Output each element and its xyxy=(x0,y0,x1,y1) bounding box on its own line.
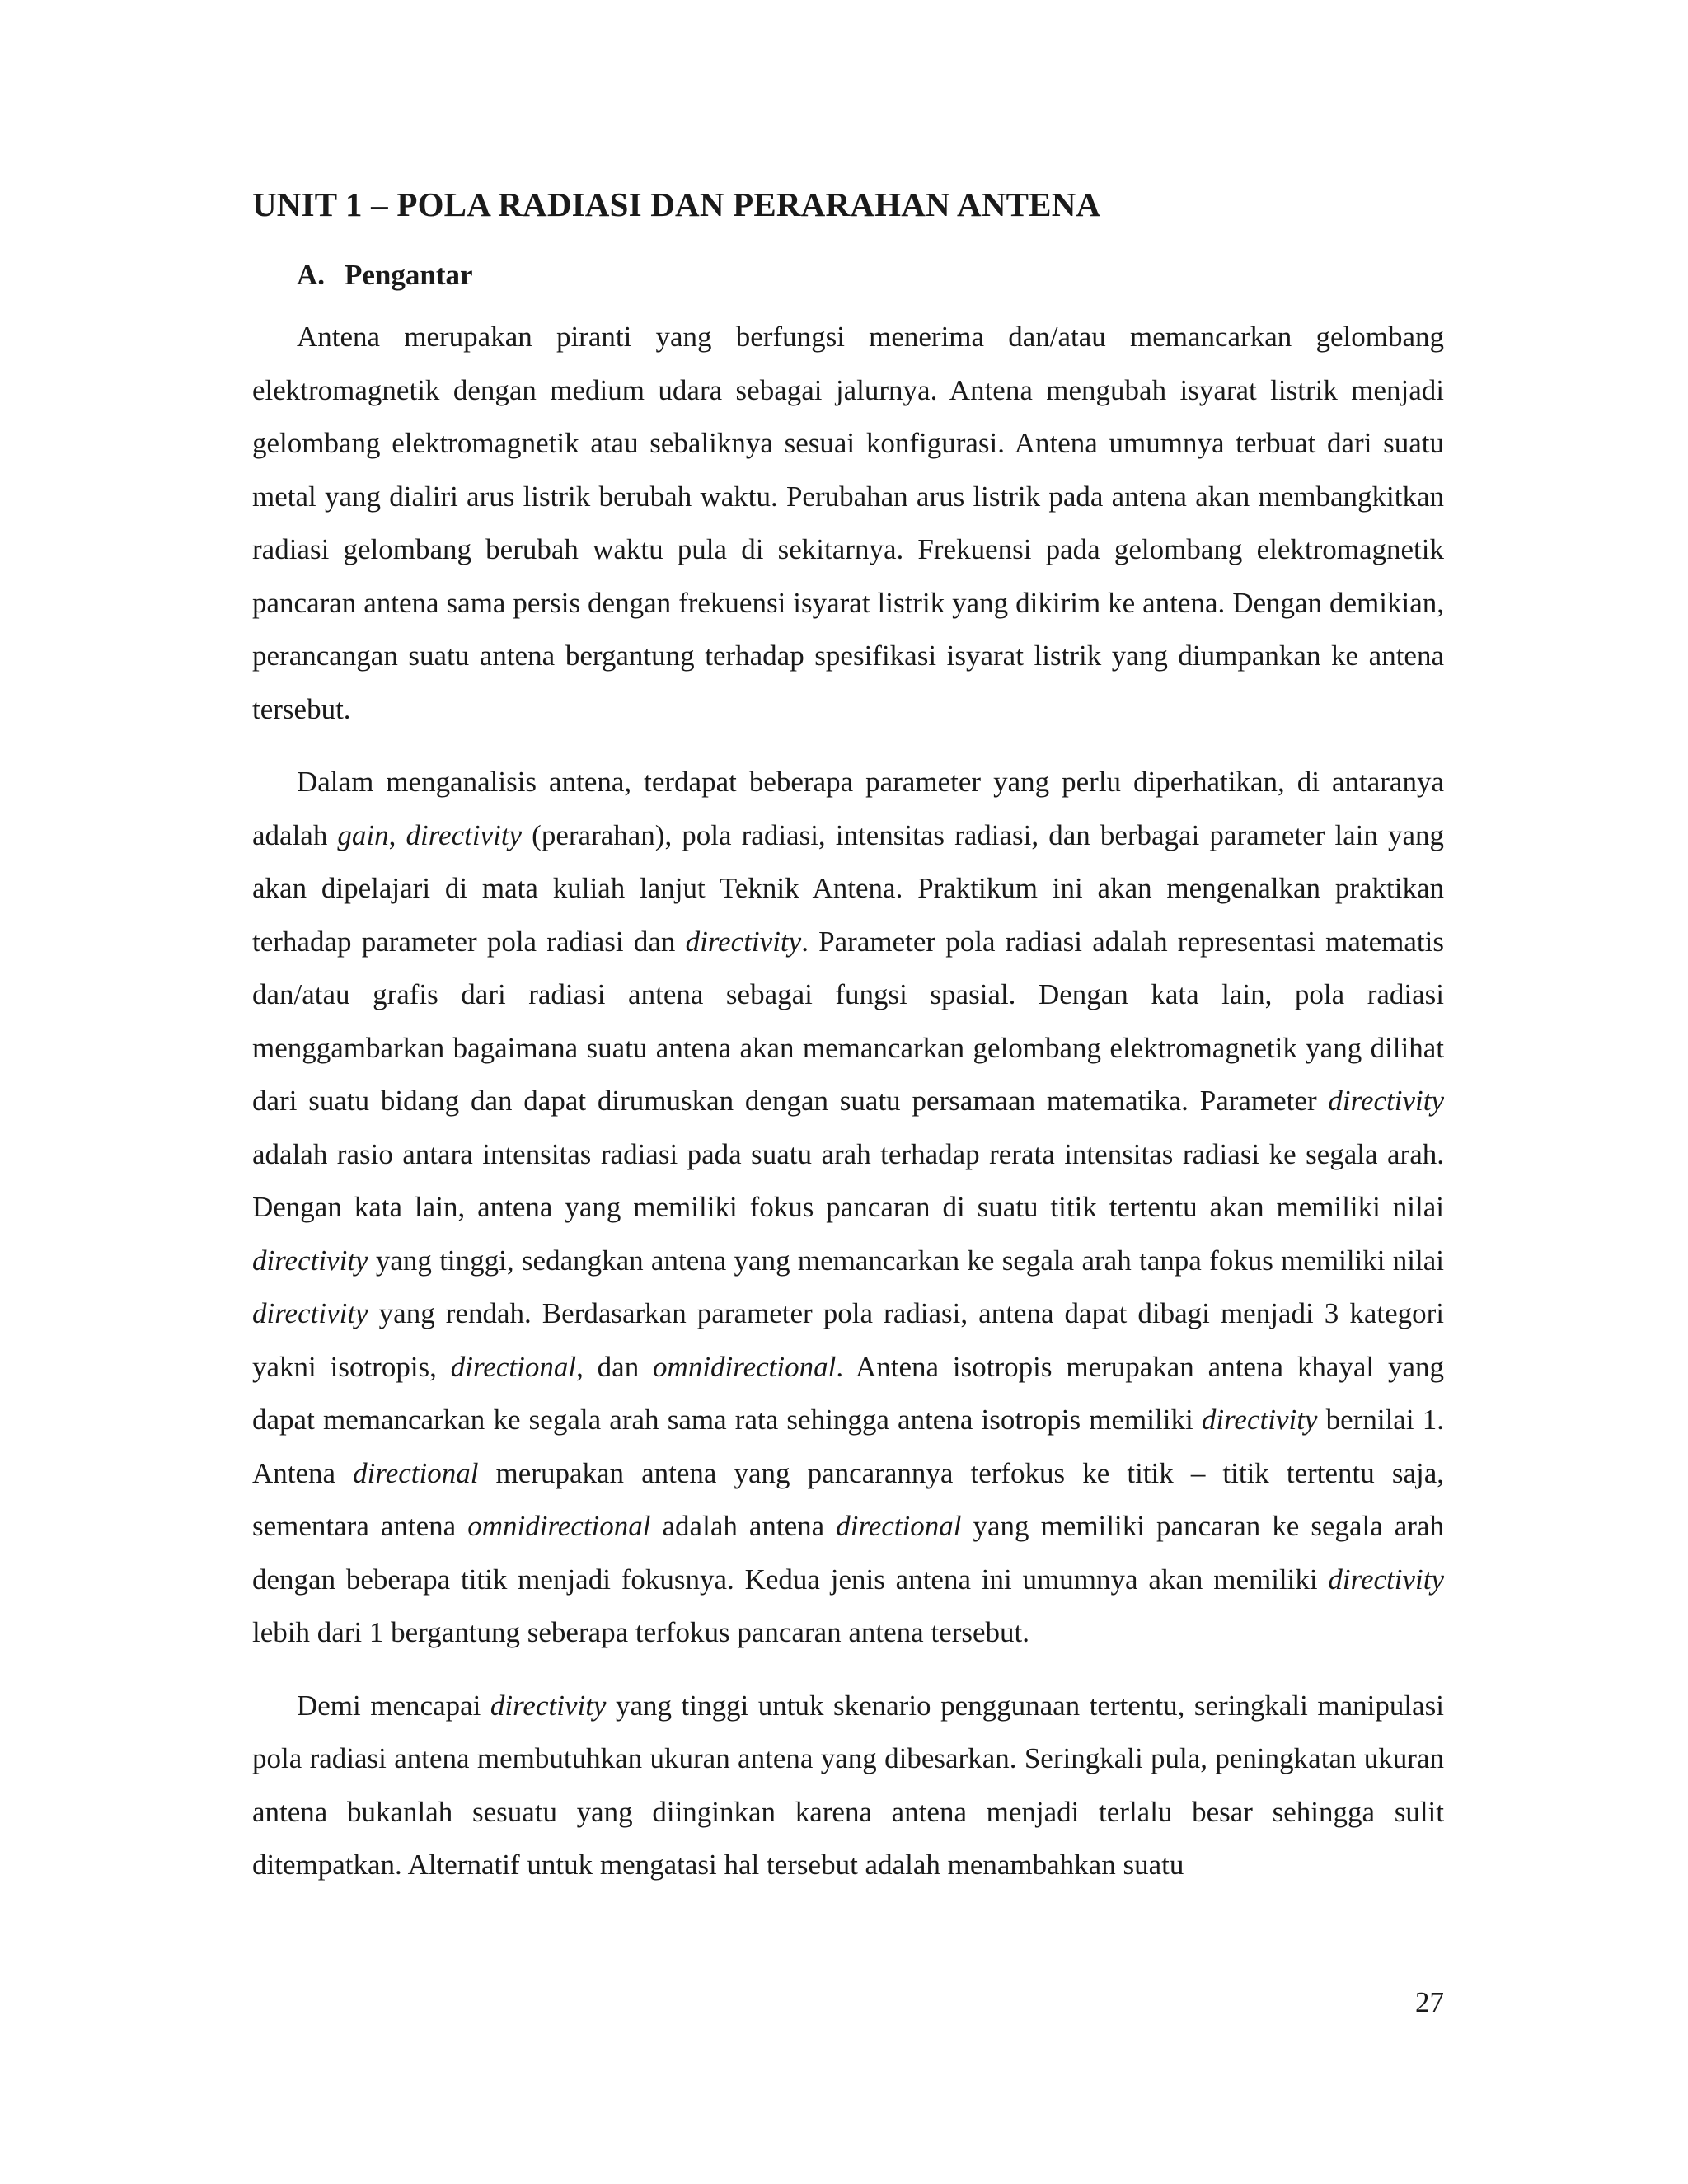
italic-term: directivity xyxy=(1328,1563,1444,1596)
italic-term: directional xyxy=(353,1456,479,1489)
italic-term: directional xyxy=(450,1350,577,1383)
unit-title: UNIT 1 – POLA RADIASI DAN PERARAHAN ANTENA xyxy=(252,185,1101,223)
italic-term: directivity xyxy=(406,818,523,851)
section-label: A. xyxy=(297,259,326,291)
italic-term: directivity xyxy=(1328,1085,1444,1117)
italic-term: directional xyxy=(836,1510,962,1542)
italic-term: directivity xyxy=(252,1244,368,1277)
italic-term: gain xyxy=(337,818,389,851)
italic-term: directivity xyxy=(1201,1404,1318,1436)
paragraph-parameters: Dalam menganalisis antena, terdapat beberapa parameter yang perlu diperhatikan, di antaranya adalah gain, directivity (perarahan), pola radiasi, intensitas radiasi, dan berbagai parameter lain yang akan dipelajari di mata kuliah lanjut Teknik Antena. Praktikum ini akan mengenalkan praktikan terhadap parameter pola radiasi dan directivity. Parameter pola radiasi adalah representasi matematis dan/atau grafis dari radiasi antena sebagai fungsi spasial. Dengan kata lain, pola radiasi menggambarkan bagaimana suatu antena akan memancarkan gelombang elektromagnetik yang dilihat dari suatu bidang dan dapat dirumuskan dengan suatu persamaan matematika. Parameter directivity adalah rasio antara intensitas radiasi pada suatu arah terhadap rerata intensitas radiasi ke segala arah. Dengan kata lain, antena yang memiliki fokus pancaran di suatu titik tertentu akan memiliki nilai directivity yang tinggi, sedangkan antena yang memancarkan ke segala arah tanpa fokus memiliki nilai directivity yang rendah. Berdasarkan parameter pola radiasi, antena dapat dibagi menjadi 3 kategori yakni isotropis, directional, dan omnidirectional. Antena isotropis merupakan antena khayal yang dapat memancarkan ke segala arah sama rata sehingga antena isotropis memiliki directivity bernilai 1. Antena directional merupakan antena yang pancarannya terfokus ke titik – titik tertentu saja, sementara antena omnidirectional adalah antena directional yang memiliki pancaran ke segala arah dengan beberapa titik menjadi fokusnya. Kedua jenis antena ini umumnya akan memiliki directivity lebih dari 1 bergantung seberapa terfokus pancaran antena tersebut. xyxy=(252,766,1445,1648)
body-text xyxy=(252,311,1444,1892)
italic-term: directivity xyxy=(490,1689,607,1722)
italic-term: directivity xyxy=(252,1297,368,1329)
paragraph-intro: Antena merupakan piranti yang berfungsi menerima dan/atau memancarkan gelombang elektromagnetik dengan medium udara sebagai jalurnya. Antena mengubah isyarat listrik menjadi gelombang elektromagnetik atau sebaliknya sesuai konfigurasi. Antena umumnya terbuat dari suatu metal yang dialiri arus listrik berubah waktu. Perubahan arus listrik pada antena akan membangkitkan radiasi gelombang berubah waktu pula di sekitarnya. Frekuensi pada gelombang elektromagnetik pancaran antena sama persis dengan frekuensi isyarat listrik yang dikirim ke antena. Dengan demikian, perancangan suatu antena bergantung terhadap spesifikasi isyarat listrik yang diumpankan ke antena tersebut. xyxy=(252,321,1444,725)
page-number: 27 xyxy=(1415,1986,1444,2018)
italic-term: directivity xyxy=(685,925,802,958)
italic-term: omnidirectional xyxy=(467,1510,651,1542)
italic-term: omnidirectional xyxy=(653,1350,837,1383)
paragraph-directivity: Demi mencapai directivity yang tinggi untuk skenario penggunaan tertentu, seringkali manipulasi pola radiasi antena membutuhkan ukuran antena yang dibesarkan. Seringkali pula, peningkatan ukuran antena bukanlah sesuatu yang diinginkan karena antena menjadi terlalu besar sehingga sulit ditempatkan. Alternatif untuk mengatasi hal tersebut adalah menambahkan suatu xyxy=(252,1689,1444,1881)
section-title: Pengantar xyxy=(345,259,473,291)
section-heading xyxy=(297,257,473,293)
